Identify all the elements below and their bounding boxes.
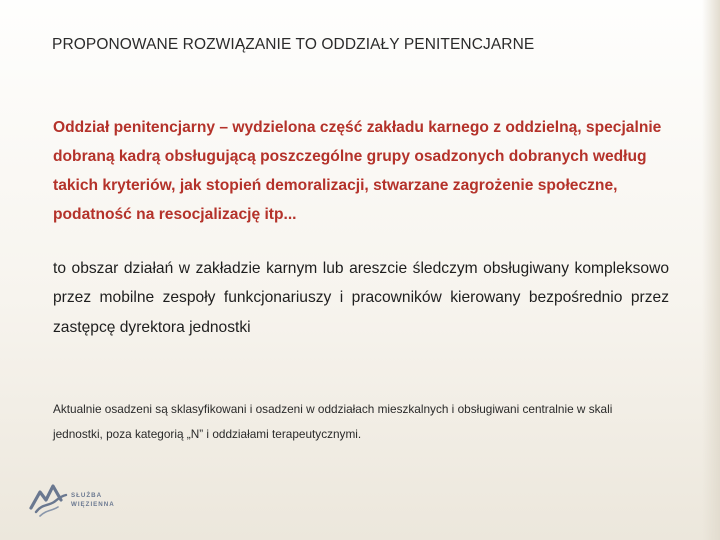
logo-text: [71, 491, 115, 509]
sluzba-wiezienna-logo: [28, 478, 138, 518]
logo-line-1: SŁUŻBA: [71, 492, 103, 499]
slide-edge-decoration: [702, 0, 720, 540]
logo-line-2: WIĘZIENNA: [71, 501, 115, 508]
slide-title: PROPONOWANE ROZWIĄZANIE TO ODDZIAŁY PENITENCJARNE: [52, 36, 535, 53]
definition-paragraph: Oddział penitencjarny – wydzielona część zakładu karnego z oddzielną, specjalnie dobraną kadrą obsługującą poszczególne grupy osadzonych dobranych według takich kryteriów, jak stopień demoralizacji, stwarzane zagrożenie społeczne, podatność na resocjalizację itp...: [53, 119, 662, 223]
note-paragraph: Aktualnie osadzeni są sklasyfikowani i osadzeni w oddziałach mieszkalnych i obsługiwani centralnie w skali jednostki, poza kategorią „N” i oddziałami terapeutycznymi.: [53, 402, 613, 441]
sluzba-wiezienna-emblem-icon: [28, 478, 70, 518]
description-paragraph: to obszar działań w zakładzie karnym lub areszcie śledczym obsługiwany kompleksowo przez mobilne zespoły funkcjonariuszy i pracowników kierowany bezpośrednio przez zastępcę dyrektora jednostki: [53, 260, 669, 336]
